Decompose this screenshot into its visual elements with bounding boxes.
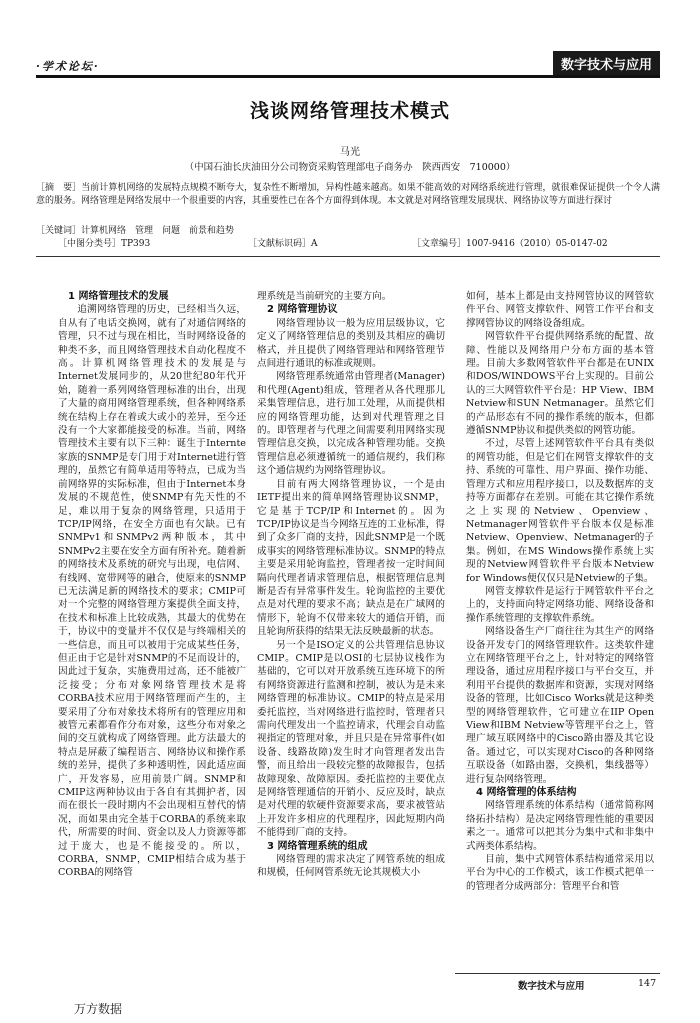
- author: 马光: [340, 147, 360, 158]
- meta-rule: [36, 256, 660, 257]
- article-title: 浅谈网络管理技术模式: [249, 100, 450, 122]
- column-label: ·学术论坛·: [36, 60, 100, 73]
- document-code: ［文献标识码］A: [248, 239, 318, 249]
- paragraph: 目前，集中式网管体系结构通常采用以平台为中心的工作模式，该工作模式把单一的管理者分成两部分：管理平台和管: [466, 854, 654, 892]
- body-column-2: [257, 290, 445, 976]
- keywords: ［关键词］计算机网络 管理 问题 前景和趋势: [36, 226, 235, 236]
- paragraph: 如何，基本上都是由支持网管协议的网管软件平台、网管支撑软件、网管工作平台和支撑网管协议的网络设备组成。: [466, 291, 654, 329]
- body-column-3: [466, 290, 654, 976]
- clc-number: ［中图分类号］TP393: [58, 239, 151, 249]
- section-heading: 3 网络管理系统的组成: [267, 840, 368, 852]
- section-heading: 1 网络管理技术的发展: [68, 291, 169, 302]
- paragraph: 网络管理系统通常由管理者(Manager)和代理(Agent)组成，管理者从各代理那儿采集管理信息，进行加工处理，从而提供相应的网络管理功能，达到对代理管理之目的。即管理者与代理之间需要利用网络实现管理信息交换，以完成各种管理功能。交换管理信息必须遵循统一的通信规约，我们称这个通信规约为网络管理协议。: [257, 371, 445, 477]
- article-number: ［文章编号］1007-9416（2010）05-0147-02: [412, 239, 608, 249]
- paragraph: 网络管理系统的体系结构（通常简称网络拓扑结构）是决定网络管理性能的重要因素之一。通常可以把其分为集中式和非集中式两类体系结构。: [466, 800, 654, 852]
- body-column-1: [58, 290, 246, 976]
- watermark: 万方数据: [74, 1002, 123, 1016]
- paragraph: 目前有两大网络管理协议，一个是由IETF提出来的简单网络管理协议SNMP，它是基于TCP/IP和Internet的。因为TCP/IP协议是当今网络互连的工业标准，得到了众多厂商的支持，因此SNMP是一个既成事实的网络管理标准协议。SNMP的特点主要是采用轮询监控，管理者按一定时间间隔向代理者请求管理信息，根据管理信息判断是否有异常事件发生。轮询监控的主要优点是对代理的要求不高；缺点是在广域网的情形下，轮询不仅带来较大的通信开销，而且轮询所获得的结果无法反映最新的状态。: [257, 478, 445, 638]
- header-rule: [36, 75, 660, 78]
- paragraph: 网络管理的需求决定了网管系统的组成和规模，任何网管系统无论其规模大小: [257, 854, 445, 879]
- paragraph: 网管软件平台提供网络系统的配置、故障、性能以及网络用户分布方面的基本管理。目前大多数网管软件平台都是在UNIX和DOS/WINDOWS平台上实现的。目前公认的三大网管软件平台是：HP View、IBM Netview和SUN Netmanager。虽然它们的产品形态有不同的操作系统的版本，但都遵循SNMP协议和提供类似的网管功能。: [466, 331, 654, 437]
- page-number: 147: [638, 978, 657, 989]
- paragraph: 另一个是ISO定义的公共管理信息协议CMIP。CMIP是以OSI的七层协议栈作为基础的，它可以对开放系统互连环境下的所有网络资源进行监测和控制，被认为是未来网络管理的标准协议。CMIP的特点是采用委托监控，当对网络进行监控时，管理者只需向代理发出一个监控请求，代理会自动监视指定的管理对象，并且只是在异常事件(如设备、线路故障)发生时才向管理者发出告警，而且给出一段较完整的故障报告，包括故障现象、故障原因。委托监控的主要优点是网络管理通信的开销小、反应及时，缺点是对代理的软硬件资源要求高，要求被管站上开发许多相应的代理程序，因此短期内尚不能得到厂商的支持。: [257, 639, 445, 839]
- section-heading: 2 网络管理协议: [267, 304, 338, 316]
- paragraph: 不过，尽管上述网管软件平台具有类似的网管功能，但是它们在网管支撑软件的支持、系统的可靠性、用户界面、操作功能、管理方式和应用程序接口，以及数据库的支持等方面都存在差别。可能在其它操作系统之上实现的Netview、Openview、Netmanager网管软件平台版本仅是标准Netview、Openview、Netmanager的子集。例如，在MS Windows操作系统上实现的Netview网管软件平台版本Netview for Windows便仅仅只是Netview的子集。: [466, 438, 654, 584]
- journal-name-box: 数字技术与应用: [553, 51, 660, 76]
- footer-rule: [455, 973, 660, 974]
- abstract: ［摘 要］当前计算机网络的发展特点规模不断夸大，复杂性不断增加，异构性越来越高。如果不能高效的对网络系统进行管理，就很难保证提供一个令人满意的服务。网络管理是网络发展中一个很重要的内容，其重要性已在各个方面得到体现。本文就是对网络管理发展现状、网络协议等方面进行探讨: [36, 183, 660, 206]
- paragraph: 网络管理协议一般为应用层级协议，它定义了网络管理信息的类别及其相应的确切格式，并且提供了网络管理站和网络管理节点间进行通讯的标准或规则。: [257, 317, 445, 370]
- paragraph: 网络设备生产厂商往往为其生产的网络设备开发专门的网络管理软件。这类软件建立在网络管理平台之上，针对特定的网络管理设备，通过应用程序接口与平台交互，并利用平台提供的数据库和资源，实现对网络设备的管理，比如Cisco Works就是这种类型的网络管理软件，它可建立在IIP Open View和IBM Netview等管理平台之上，管理广域互联网络中的Cisco路由器及其它设备。通过它，可以实现对Cisco的各种网络互联设备（如路由器，交换机，集线器等）进行复杂网络管理。: [466, 626, 654, 785]
- footer-journal: 数字技术与应用: [518, 981, 585, 992]
- affiliation: （中国石油长庆油田分公司物资采购管理部电子商务办 陕西西安 710000）: [184, 162, 516, 173]
- section-heading: 4 网络管理的体系结构: [476, 787, 577, 799]
- paragraph: 网管支撑软件是运行于网管软件平台之上的，支持面向特定网络功能、网络设备和操作系统管理的支撑软件系统。: [466, 585, 654, 624]
- paragraph: 追溯网络管理的历史，已经相当久远，自从有了电话交换网，就有了对通信网络的管理，只不过与现在相比，当时网络设备的种类不多，而且网络管理技术自动化程度不高。计算机网络管理技术的发展是与Internet发展同步的，从20世纪80年代开始，随着一系列网络管理标准的出台，出现了大量的商用网络管理系统，但各种网络系统在结构上存在着或大或小的差异，至今还没有一个大家都能接受的标准。当前，网络管理技术主要有以下三种：诞生于Internte家族的SNMP是专门用于对Internet进行管理的，虽然它有简单适用等特点，已成为当前网络界的实际标准，但由于Internet本身发展的不规范性，使SNMP有先天性的不足，难以用于复杂的网络管理，只适用于TCP/IP网络，在安全方面也有欠缺。已有SNMPv1和SNMPv2两种版本，其中SNMPv2主要在安全方面有所补充。随着新的网络技术及系统的研究与出现，电信网、有线网、宽带网等的融合，使原来的SNMP已无法满足新的网络技术的要求；CMIP可对一个完整的网络管理方案提供全面支持，在技术和标准上比较成熟，其最大的优势在于，协议中的变量并不仅仅是与终端相关的一些信息，而且可以被用于完成某些任务，但正由于它是针对SNMP的不足而设计的，因此过于复杂，实施费用过高，还不能被广泛接受；分布对象网络管理技术是将CORBA技术应用于网络管理而产生的，主要采用了分布对象技术将所有的管理应用和被管元素都看作分布对象，这些分布对象之间的交互就构成了网络管理。此方法最大的特点是屏蔽了编程语言、网络协议和操作系统的差异，提供了多种透明性，因此适应面广，开发容易，应用前景广阔。SNMP和CMIP这两种协议由于各自有其拥护者，因而在很长一段时期内不会出现相互替代的情况，而如果由完全基于CORBA的系统来取代，所需要的时间、资金以及人力资源等都过于庞大，也是不能接受的。所以，CORBA，SNMP，CMIP相结合成为基于CORBA的网络管: [58, 304, 246, 879]
- paragraph: 理系统是当前研究的主要方向。: [257, 291, 392, 302]
